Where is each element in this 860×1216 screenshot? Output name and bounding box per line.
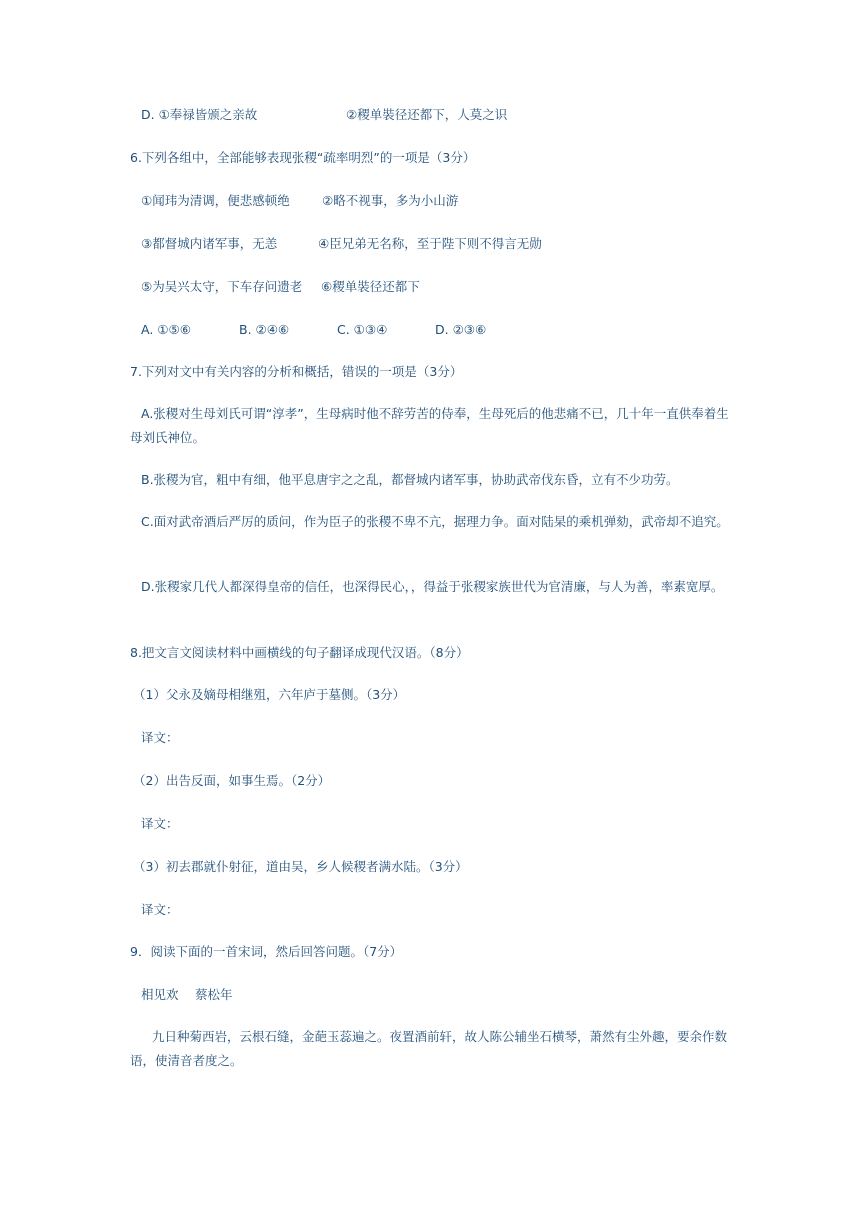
q8-sentence-2: （2）出告反面，如事生焉。（2分） xyxy=(133,773,331,788)
q5-option-d-right: ②稷单裝径还都下，人莫之识 xyxy=(346,107,508,122)
q7-option-b: B.张稷为官，粗中有细，他平息唐宇之之乱，都督城内诸军事，协助武帝伐东昏，立有不少功劳。 xyxy=(141,472,679,487)
q5-option-d-label: D. ①奉禄皆颁之亲故 xyxy=(141,107,258,122)
q6-item-2: ②略不视事，多为小山游 xyxy=(322,193,459,208)
q7-option-c: C.面对武帝酒后严厉的质问，作为臣子的张稷不卑不亢，据理力争。面对陆杲的乘机弹劾，武帝却不追究。 xyxy=(141,514,729,529)
q6-item-6: ⑥稷单裝径还都下 xyxy=(321,279,420,294)
q6-item-1: ①闻玮为清调，便悲感顿绝 xyxy=(141,193,290,208)
q9-preface: 九日种菊西岩，云根石缝，金葩玉蕊遍之。夜置酒前轩，故人陈公辅坐石横琴，萧然有尘外趣，要余作数语，使清音者度之。 xyxy=(130,1029,728,1068)
q8-translation-label-3: 译文： xyxy=(141,902,179,917)
q9-poem-title: 相见欢 蔡松年 xyxy=(141,987,233,1002)
q7-option-d: D.张稷家几代人都深得皇帝的信任，也深得民心，，得益于张稷家族世代为官清廉，与人为善，率素宽厚。 xyxy=(141,579,724,594)
q6-option-a: A. ①⑤⑥ xyxy=(141,322,191,337)
q6-option-b: B. ②④⑥ xyxy=(239,322,290,337)
q6-option-c: C. ①③④ xyxy=(337,322,388,337)
q8-translation-label-2: 译文： xyxy=(141,816,179,831)
q6-stem: 6.下列各组中，全部能够表现张稷“疏率明烈”的一项是（3分） xyxy=(130,150,476,165)
q7-stem: 7.下列对文中有关内容的分析和概括，错误的一项是（3分） xyxy=(130,364,463,379)
q6-item-3: ③都督城内诸军事，无恙 xyxy=(141,236,278,251)
q8-sentence-3: （3）初去郡就仆射征，道由吴，乡人候稷者满水陆。（3分） xyxy=(133,859,468,874)
q8-sentence-1: （1）父永及嫡母相继殂，六年庐于墓侧。（3分） xyxy=(133,687,406,702)
q6-item-4: ④臣兄弟无名称，至于陛下则不得言无勋 xyxy=(318,236,542,251)
q8-stem: 8.把文言文阅读材料中画横线的句子翻译成现代汉语。（8分） xyxy=(130,645,469,660)
q7-option-a: A.张稷对生母刘氏可谓“淳孝”，生母病时他不辞劳苦的侍奉，生母死后的他悲痛不已，几十年一直供奉着生母刘氏神位。 xyxy=(130,406,729,445)
q8-translation-label-1: 译文： xyxy=(141,730,179,745)
q6-item-5: ⑤为吴兴太守，下车存问遗老 xyxy=(141,279,303,294)
q6-option-d: D. ②③⑥ xyxy=(435,322,487,337)
q9-stem: 9．阅读下面的一首宋词，然后回答问题。（7分） xyxy=(130,944,403,959)
